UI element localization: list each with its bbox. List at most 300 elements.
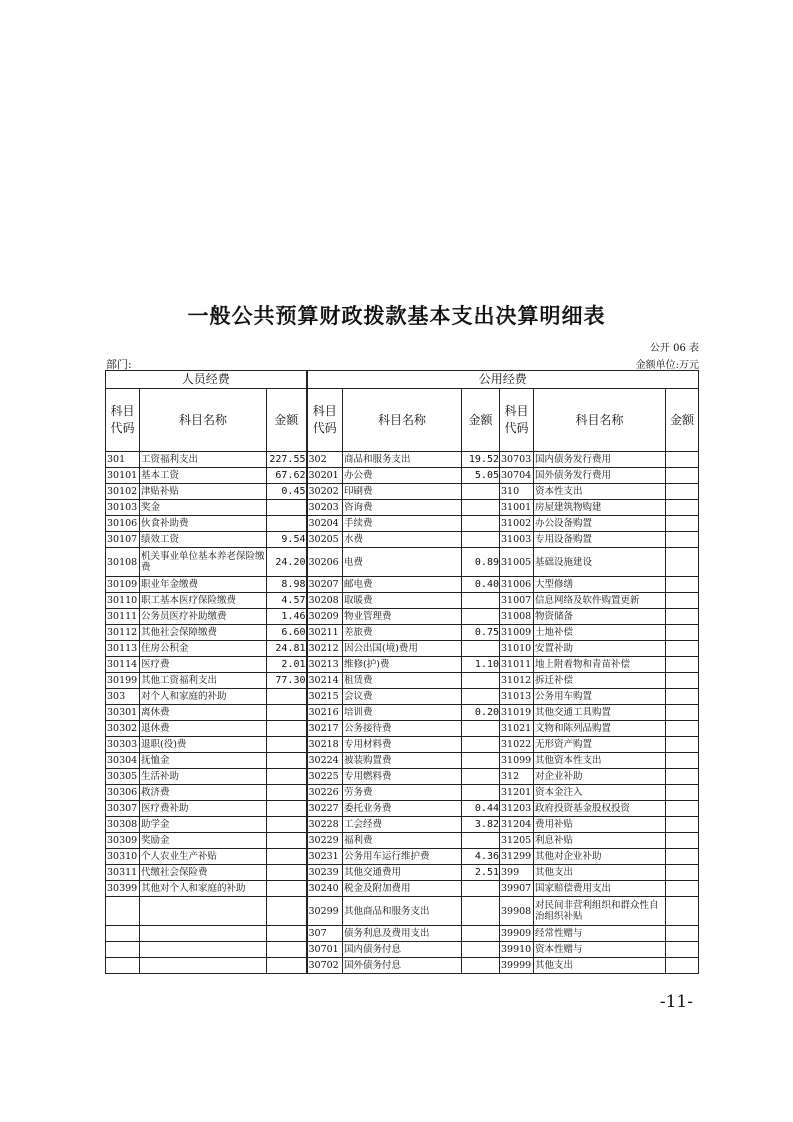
cell-amount: 227.55 <box>267 452 307 468</box>
cell-code: 30109 <box>106 577 140 593</box>
cell-code: 30305 <box>106 769 140 785</box>
cell-amount <box>462 609 500 625</box>
cell-code: 30114 <box>106 657 140 673</box>
cell-code: 303 <box>106 689 140 705</box>
cell-name: 水费 <box>343 532 462 548</box>
cell-code: 31205 <box>500 833 534 849</box>
cell-name: 咨询费 <box>343 500 462 516</box>
cell-name: 电费 <box>343 548 462 577</box>
cell-name: 医疗费补助 <box>140 801 267 817</box>
cell-code: 30302 <box>106 721 140 737</box>
table-row <box>106 673 699 689</box>
cell-code: 31002 <box>500 516 534 532</box>
cell-code: 30229 <box>307 833 343 849</box>
cell-amount <box>666 785 699 801</box>
cell-code: 31299 <box>500 849 534 865</box>
cell-code: 30207 <box>307 577 343 593</box>
cell-amount <box>666 577 699 593</box>
cell-code: 30209 <box>307 609 343 625</box>
cell-name: 取暖费 <box>343 593 462 609</box>
cell-code: 31001 <box>500 500 534 516</box>
cell-name: 培训费 <box>343 705 462 721</box>
header-name: 科目名称 <box>534 389 666 452</box>
cell-amount <box>666 897 699 926</box>
cell-amount: 0.75 <box>462 625 500 641</box>
cell-amount <box>267 500 307 516</box>
table-row <box>106 737 699 753</box>
cell-amount: 5.05 <box>462 468 500 484</box>
table-row <box>106 753 699 769</box>
header-code: 科目代码 <box>500 389 534 452</box>
table-row <box>106 926 699 942</box>
cell-name: 救济费 <box>140 785 267 801</box>
table-row <box>106 881 699 897</box>
cell-code <box>106 897 140 926</box>
cell-name: 对民间非营利组织和群众性自治组织补贴 <box>534 897 666 926</box>
cell-code: 30306 <box>106 785 140 801</box>
table-row <box>106 516 699 532</box>
cell-amount <box>267 897 307 926</box>
cell-amount <box>267 849 307 865</box>
cell-amount <box>462 958 500 974</box>
cell-amount <box>462 673 500 689</box>
table-row <box>106 484 699 500</box>
table-row <box>106 532 699 548</box>
cell-amount <box>666 641 699 657</box>
cell-amount <box>666 689 699 705</box>
cell-amount <box>666 833 699 849</box>
cell-name: 维修(护)费 <box>343 657 462 673</box>
table-row <box>106 721 699 737</box>
cell-amount: 0.44 <box>462 801 500 817</box>
cell-code: 30702 <box>307 958 343 974</box>
cell-name: 债务利息及费用支出 <box>343 926 462 942</box>
cell-code: 31011 <box>500 657 534 673</box>
cell-code: 30227 <box>307 801 343 817</box>
cell-amount <box>267 689 307 705</box>
cell-name: 公务用车购置 <box>534 689 666 705</box>
table-row <box>106 897 699 926</box>
cell-amount <box>666 849 699 865</box>
cell-code: 301 <box>106 452 140 468</box>
cell-amount <box>666 548 699 577</box>
cell-name: 印刷费 <box>343 484 462 500</box>
cell-code: 30218 <box>307 737 343 753</box>
table-row <box>106 452 699 468</box>
cell-name: 专用燃料费 <box>343 769 462 785</box>
cell-name: 对企业补助 <box>534 769 666 785</box>
cell-name: 办公费 <box>343 468 462 484</box>
cell-name: 政府投资基金股权投资 <box>534 801 666 817</box>
cell-amount <box>462 516 500 532</box>
cell-name: 租赁费 <box>343 673 462 689</box>
cell-name: 离休费 <box>140 705 267 721</box>
cell-name: 国内债务发行费用 <box>534 452 666 468</box>
cell-amount <box>666 532 699 548</box>
cell-name: 其他支出 <box>534 865 666 881</box>
table-row <box>106 817 699 833</box>
cell-name: 住房公积金 <box>140 641 267 657</box>
cell-amount <box>267 926 307 942</box>
cell-name: 伙食补助费 <box>140 516 267 532</box>
cell-amount: 3.82 <box>462 817 500 833</box>
cell-amount <box>666 958 699 974</box>
cell-amount: 4.57 <box>267 593 307 609</box>
cell-code: 30215 <box>307 689 343 705</box>
cell-amount <box>462 942 500 958</box>
table-row <box>106 625 699 641</box>
cell-name: 经常性赠与 <box>534 926 666 942</box>
cell-name: 其他工资福利支出 <box>140 673 267 689</box>
cell-amount: 0.45 <box>267 484 307 500</box>
cell-code: 30112 <box>106 625 140 641</box>
cell-amount <box>267 785 307 801</box>
cell-name: 基本工资 <box>140 468 267 484</box>
header-amount: 金额 <box>267 389 307 452</box>
cell-amount <box>666 942 699 958</box>
header-code: 科目代码 <box>106 389 140 452</box>
cell-amount <box>462 833 500 849</box>
cell-amount <box>666 737 699 753</box>
cell-amount <box>267 801 307 817</box>
cell-name: 邮电费 <box>343 577 462 593</box>
table-row <box>106 657 699 673</box>
cell-code: 30204 <box>307 516 343 532</box>
cell-amount <box>462 484 500 500</box>
cell-amount <box>666 881 699 897</box>
cell-name: 机关事业单位基本养老保险缴费 <box>140 548 267 577</box>
cell-amount <box>267 942 307 958</box>
cell-name: 助学金 <box>140 817 267 833</box>
table-row <box>106 577 699 593</box>
cell-name: 安置补助 <box>534 641 666 657</box>
cell-amount <box>666 721 699 737</box>
cell-code: 31005 <box>500 548 534 577</box>
table-row <box>106 833 699 849</box>
cell-name: 拆迁补偿 <box>534 673 666 689</box>
cell-name: 费用补贴 <box>534 817 666 833</box>
cell-code: 31007 <box>500 593 534 609</box>
cell-amount <box>267 516 307 532</box>
cell-code: 30303 <box>106 737 140 753</box>
cell-code: 31021 <box>500 721 534 737</box>
cell-name: 资本金注入 <box>534 785 666 801</box>
cell-code: 31013 <box>500 689 534 705</box>
cell-name: 其他支出 <box>534 958 666 974</box>
cell-code: 30110 <box>106 593 140 609</box>
cell-name: 退职(役)费 <box>140 737 267 753</box>
cell-amount: 0.89 <box>462 548 500 577</box>
table-row <box>106 958 699 974</box>
header-code: 科目代码 <box>307 389 343 452</box>
cell-amount <box>666 817 699 833</box>
cell-code: 31099 <box>500 753 534 769</box>
cell-code: 30231 <box>307 849 343 865</box>
cell-name: 商品和服务支出 <box>343 452 462 468</box>
cell-name: 公务用车运行维护费 <box>343 849 462 865</box>
cell-code: 31201 <box>500 785 534 801</box>
cell-code: 30311 <box>106 865 140 881</box>
table-row <box>106 785 699 801</box>
cell-name: 其他对企业补助 <box>534 849 666 865</box>
cell-amount: 2.01 <box>267 657 307 673</box>
header-amount: 金额 <box>462 389 500 452</box>
cell-amount <box>666 769 699 785</box>
cell-name: 代缴社会保险费 <box>140 865 267 881</box>
cell-amount <box>462 641 500 657</box>
cell-amount: 4.36 <box>462 849 500 865</box>
cell-name: 福利费 <box>343 833 462 849</box>
cell-amount <box>666 705 699 721</box>
cell-amount <box>666 926 699 942</box>
cell-amount <box>666 865 699 881</box>
table-row <box>106 641 699 657</box>
cell-name: 基础设施建设 <box>534 548 666 577</box>
cell-name: 会议费 <box>343 689 462 705</box>
cell-code: 31012 <box>500 673 534 689</box>
table-row <box>106 769 699 785</box>
cell-code: 30240 <box>307 881 343 897</box>
page-number: -11- <box>659 992 693 1012</box>
cell-amount <box>666 609 699 625</box>
group-personnel: 人员经费 <box>106 371 307 389</box>
cell-code: 30304 <box>106 753 140 769</box>
cell-amount <box>462 721 500 737</box>
cell-amount: 0.20 <box>462 705 500 721</box>
header-name: 科目名称 <box>140 389 267 452</box>
cell-amount: 1.46 <box>267 609 307 625</box>
cell-name: 无形资产购置 <box>534 737 666 753</box>
cell-code: 307 <box>307 926 343 942</box>
cell-amount <box>462 753 500 769</box>
cell-name <box>140 926 267 942</box>
cell-amount: 9.54 <box>267 532 307 548</box>
table-row <box>106 500 699 516</box>
cell-code: 30202 <box>307 484 343 500</box>
cell-code: 30399 <box>106 881 140 897</box>
cell-code: 30212 <box>307 641 343 657</box>
cell-code: 30704 <box>500 468 534 484</box>
header-amount: 金额 <box>666 389 699 452</box>
cell-amount <box>462 769 500 785</box>
cell-name: 其他对个人和家庭的补助 <box>140 881 267 897</box>
cell-code: 302 <box>307 452 343 468</box>
cell-name: 职工基本医疗保险缴费 <box>140 593 267 609</box>
cell-amount <box>462 881 500 897</box>
cell-name: 其他社会保障缴费 <box>140 625 267 641</box>
cell-code: 39907 <box>500 881 534 897</box>
cell-name: 工会经费 <box>343 817 462 833</box>
cell-amount <box>267 817 307 833</box>
cell-name: 地上附着物和青苗补偿 <box>534 657 666 673</box>
cell-amount <box>666 484 699 500</box>
cell-amount <box>666 516 699 532</box>
table-row <box>106 942 699 958</box>
cell-name: 其他商品和服务支出 <box>343 897 462 926</box>
cell-code: 30111 <box>106 609 140 625</box>
cell-name: 对个人和家庭的补助 <box>140 689 267 705</box>
cell-amount <box>462 689 500 705</box>
cell-code: 30214 <box>307 673 343 689</box>
cell-code: 30108 <box>106 548 140 577</box>
cell-amount <box>462 737 500 753</box>
cell-name: 办公设备购置 <box>534 516 666 532</box>
cell-amount <box>462 532 500 548</box>
cell-name: 其他资本性支出 <box>534 753 666 769</box>
group-public: 公用经费 <box>307 371 699 389</box>
cell-amount <box>267 721 307 737</box>
cell-code <box>106 942 140 958</box>
cell-code: 30299 <box>307 897 343 926</box>
table-row <box>106 689 699 705</box>
cell-name <box>140 897 267 926</box>
cell-name: 职业年金缴费 <box>140 577 267 593</box>
cell-name: 奖励金 <box>140 833 267 849</box>
cell-name: 国外债务付息 <box>343 958 462 974</box>
cell-name: 个人农业生产补贴 <box>140 849 267 865</box>
cell-code: 39999 <box>500 958 534 974</box>
cell-code: 30225 <box>307 769 343 785</box>
cell-name: 其他交通费用 <box>343 865 462 881</box>
cell-name: 资本性支出 <box>534 484 666 500</box>
cell-code: 30199 <box>106 673 140 689</box>
cell-amount <box>666 657 699 673</box>
cell-amount: 6.60 <box>267 625 307 641</box>
cell-code: 30113 <box>106 641 140 657</box>
cell-name: 差旅费 <box>343 625 462 641</box>
cell-amount <box>666 500 699 516</box>
cell-amount: 2.51 <box>462 865 500 881</box>
cell-amount <box>666 452 699 468</box>
cell-name: 专用材料费 <box>343 737 462 753</box>
cell-code: 30307 <box>106 801 140 817</box>
cell-name: 物资储备 <box>534 609 666 625</box>
cell-code: 39910 <box>500 942 534 958</box>
cell-name: 税金及附加费用 <box>343 881 462 897</box>
cell-amount: 19.52 <box>462 452 500 468</box>
cell-code: 30107 <box>106 532 140 548</box>
cell-code: 30211 <box>307 625 343 641</box>
cell-code: 30228 <box>307 817 343 833</box>
cell-name: 国家赔偿费用支出 <box>534 881 666 897</box>
cell-code: 31006 <box>500 577 534 593</box>
page-title: 一般公共预算财政拨款基本支出决算明细表 <box>187 304 606 328</box>
cell-name: 手续费 <box>343 516 462 532</box>
cell-code: 31204 <box>500 817 534 833</box>
cell-amount <box>267 737 307 753</box>
cell-amount: 67.62 <box>267 468 307 484</box>
cell-code: 30208 <box>307 593 343 609</box>
cell-amount <box>267 958 307 974</box>
cell-code: 30308 <box>106 817 140 833</box>
cell-amount <box>666 593 699 609</box>
cell-code: 312 <box>500 769 534 785</box>
cell-amount <box>666 625 699 641</box>
cell-code: 39909 <box>500 926 534 942</box>
cell-name: 文物和陈列品购置 <box>534 721 666 737</box>
cell-code: 31022 <box>500 737 534 753</box>
cell-name: 奖金 <box>140 500 267 516</box>
cell-code: 39908 <box>500 897 534 926</box>
cell-name: 国内债务付息 <box>343 942 462 958</box>
cell-code: 30103 <box>106 500 140 516</box>
cell-amount <box>267 833 307 849</box>
cell-code: 31010 <box>500 641 534 657</box>
expenditure-table <box>105 370 699 974</box>
cell-code: 30206 <box>307 548 343 577</box>
cell-name: 物业管理费 <box>343 609 462 625</box>
cell-code: 30301 <box>106 705 140 721</box>
cell-code <box>106 926 140 942</box>
cell-amount <box>267 865 307 881</box>
cell-code: 30101 <box>106 468 140 484</box>
table-row <box>106 548 699 577</box>
table-row <box>106 468 699 484</box>
cell-code: 31019 <box>500 705 534 721</box>
cell-amount <box>666 673 699 689</box>
cell-name: 绩效工资 <box>140 532 267 548</box>
table-row <box>106 705 699 721</box>
cell-code: 399 <box>500 865 534 881</box>
cell-amount <box>462 897 500 926</box>
cell-code: 31003 <box>500 532 534 548</box>
cell-name: 公务员医疗补助缴费 <box>140 609 267 625</box>
cell-name: 退休费 <box>140 721 267 737</box>
cell-amount: 1.10 <box>462 657 500 673</box>
cell-amount <box>462 785 500 801</box>
cell-code: 30701 <box>307 942 343 958</box>
table-row <box>106 849 699 865</box>
cell-amount: 8.98 <box>267 577 307 593</box>
cell-name: 房屋建筑物购建 <box>534 500 666 516</box>
cell-name: 医疗费 <box>140 657 267 673</box>
cell-code: 30205 <box>307 532 343 548</box>
table-row <box>106 865 699 881</box>
cell-name: 信息网络及软件购置更新 <box>534 593 666 609</box>
cell-code: 31009 <box>500 625 534 641</box>
cell-name: 大型修缮 <box>534 577 666 593</box>
cell-code: 30213 <box>307 657 343 673</box>
cell-amount: 77.30 <box>267 673 307 689</box>
cell-amount: 0.40 <box>462 577 500 593</box>
cell-amount <box>462 926 500 942</box>
cell-code <box>106 958 140 974</box>
cell-code: 30239 <box>307 865 343 881</box>
department-label: 部门: <box>106 358 132 371</box>
cell-name: 委托业务费 <box>343 801 462 817</box>
cell-name: 劳务费 <box>343 785 462 801</box>
cell-name: 津贴补贴 <box>140 484 267 500</box>
cell-amount <box>666 753 699 769</box>
cell-code: 30226 <box>307 785 343 801</box>
cell-name: 国外债务发行费用 <box>534 468 666 484</box>
cell-name: 抚恤金 <box>140 753 267 769</box>
cell-amount <box>666 801 699 817</box>
cell-code: 30224 <box>307 753 343 769</box>
cell-code: 30216 <box>307 705 343 721</box>
cell-name: 公务接待费 <box>343 721 462 737</box>
cell-name: 资本性赠与 <box>534 942 666 958</box>
table-row <box>106 609 699 625</box>
cell-name: 利息补贴 <box>534 833 666 849</box>
cell-name <box>140 958 267 974</box>
cell-code: 30217 <box>307 721 343 737</box>
cell-code: 30309 <box>106 833 140 849</box>
header-name: 科目名称 <box>343 389 462 452</box>
cell-amount: 24.81 <box>267 641 307 657</box>
cell-amount <box>462 500 500 516</box>
cell-amount <box>267 753 307 769</box>
